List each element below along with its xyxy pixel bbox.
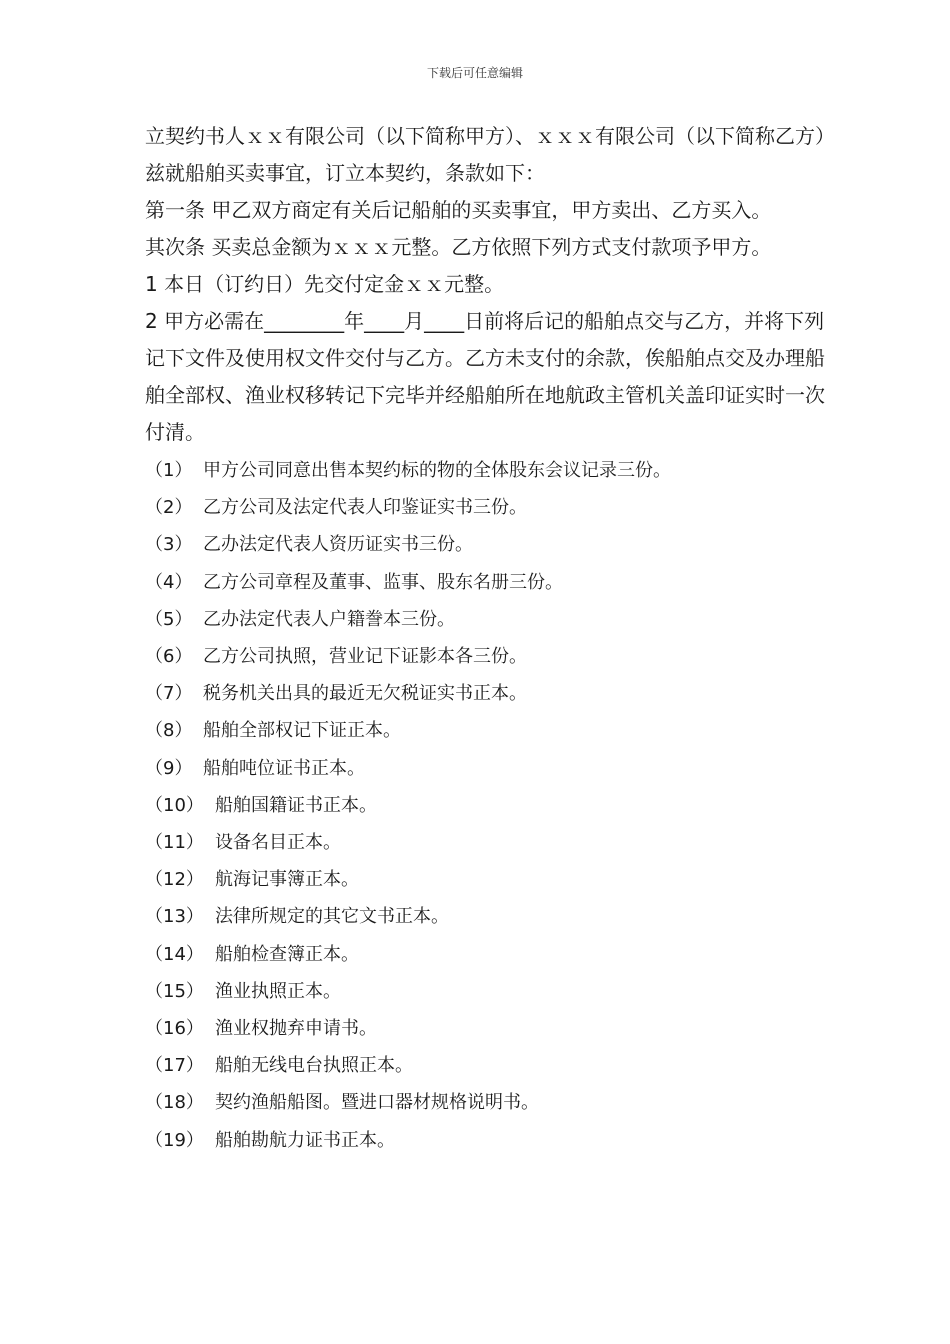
item-number: （16） (145, 1018, 204, 1040)
list-item (145, 601, 825, 638)
payment-clause-1: 1 本日（订约日）先交付定金ｘｘ元整。 (145, 272, 505, 296)
list-item (145, 452, 825, 489)
item-text: 船舶吨位证书正本。 (203, 757, 365, 779)
item-number: （19） (145, 1129, 204, 1151)
item-text: 船舶勘航力证书正本。 (215, 1129, 395, 1151)
list-item (145, 787, 825, 824)
item-text: 船舶全部权记下证正本。 (203, 720, 401, 742)
list-item (145, 973, 825, 1010)
item-text: 甲方公司同意出售本契约标的物的全体股东会议记录三份。 (203, 460, 671, 481)
item-text: 契约渔船船图。暨进口器材规格说明书。 (215, 1092, 539, 1114)
item-text: 乙方公司章程及董事、监事、股东名册三份。 (203, 571, 563, 593)
item-number: （10） (145, 794, 204, 816)
payment-clause-2: 2 甲方必需在________年____月____日前将后记的船舶点交与乙方，并将下列记下文件及使用权文件交付与乙方。乙方未支付的余款，俟船舶点交及办理船舶全部权、渔业权移转记下完毕并经船舶所在地航政主管机关盖印证实时一次付清。 (145, 309, 825, 444)
article-one: 第一条 甲乙双方商定有关后记船舶的买卖事宜，甲方卖出、乙方买入。 (145, 198, 772, 222)
page-header: 下载后可任意编辑 (426, 66, 523, 80)
list-item (145, 1010, 825, 1047)
list-item (145, 824, 825, 861)
item-text: 乙方公司执照，营业记下证影本各三份。 (203, 646, 527, 668)
contract-body (145, 118, 825, 1159)
item-number: （17） (145, 1055, 204, 1077)
item-text: 法律所规定的其它文书正本。 (215, 906, 449, 928)
item-number: （3） (145, 534, 193, 556)
list-item (145, 489, 825, 526)
item-text: 渔业权抛弃申请书。 (215, 1018, 377, 1040)
item-text: 航海记事簿正本。 (215, 869, 359, 891)
item-number: （6） (145, 646, 193, 668)
list-item (145, 861, 825, 898)
item-text: 渔业执照正本。 (215, 980, 341, 1002)
item-number: （12） (145, 869, 204, 891)
item-text: 船舶检查簿正本。 (215, 943, 359, 965)
list-item (145, 564, 825, 601)
item-text: 税务机关出具的最近无欠税证实书正本。 (203, 683, 527, 705)
item-number: （18） (145, 1092, 204, 1114)
list-item (145, 638, 825, 675)
item-number: （15） (145, 980, 204, 1002)
item-text: 船舶无线电台执照正本。 (215, 1055, 413, 1077)
list-item (145, 1084, 825, 1121)
item-number: （9） (145, 757, 193, 779)
list-item (145, 936, 825, 973)
list-item (145, 675, 825, 712)
item-number: （4） (145, 571, 193, 593)
item-number: （11） (145, 832, 204, 854)
article-two: 其次条 买卖总金额为ｘｘｘ元整。乙方依照下列方式支付款项予甲方。 (145, 235, 772, 259)
item-text: 设备名目正本。 (215, 832, 341, 854)
list-item (145, 1047, 825, 1084)
list-item (145, 898, 825, 935)
item-number: （7） (145, 683, 193, 705)
list-item (145, 526, 825, 563)
item-text: 乙办法定代表人资历证实书三份。 (203, 534, 473, 556)
document-list (145, 452, 825, 1159)
list-item (145, 750, 825, 787)
item-number: （2） (145, 497, 193, 519)
item-number: （1） (145, 460, 193, 481)
item-text: 船舶国籍证书正本。 (215, 794, 377, 816)
item-number: （13） (145, 906, 204, 928)
list-item (145, 712, 825, 749)
item-text: 乙方公司及法定代表人印鉴证实书三份。 (203, 497, 527, 519)
item-text: 乙办法定代表人户籍誊本三份。 (203, 608, 455, 630)
item-number: （14） (145, 943, 204, 965)
list-item (145, 1122, 825, 1159)
contract-intro: 立契约书人ｘｘ有限公司（以下简称甲方）、ｘｘｘ有限公司（以下简称乙方）兹就船舶买卖事宜，订立本契约，条款如下： (145, 124, 825, 185)
item-number: （5） (145, 608, 193, 630)
item-number: （8） (145, 720, 193, 742)
